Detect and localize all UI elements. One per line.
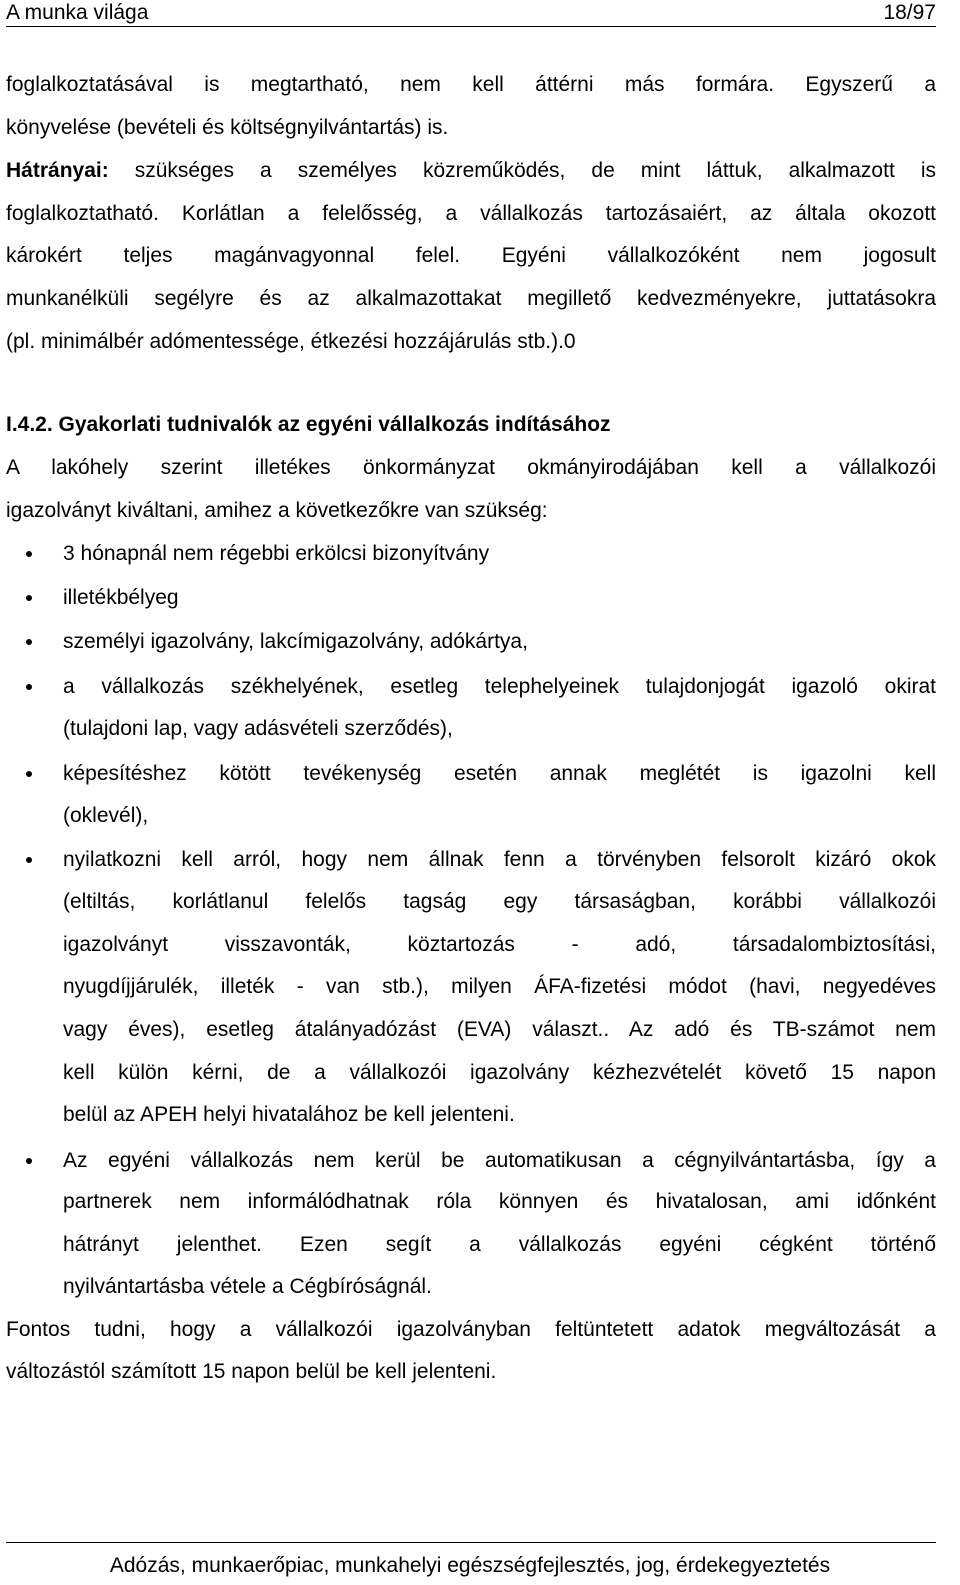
list-item-continuation: (oklevél),	[63, 804, 149, 827]
list-item-continuation: (eltiltás, korlátlanul felelős tagság egy társaságban, korábbi vállalkozói	[63, 890, 936, 913]
list-item: illetékbélyeg	[63, 586, 179, 609]
bullet-dot	[26, 684, 32, 690]
list-item: nyilatkozni kell arról, hogy nem állnak fenn a törvényben felsorolt kizáró okok	[63, 848, 936, 871]
page-footer: Adózás, munkaerőpiac, munkahelyi egészségfejlesztés, jog, érdekegyeztetés	[109, 1554, 831, 1577]
footer-divider	[6, 1542, 936, 1543]
list-item: a vállalkozás székhelyének, esetleg telephelyeinek tulajdonjogát igazoló okirat	[63, 675, 936, 698]
list-item-continuation: igazolványt visszavonták, köztartozás - adó, társadalombiztosítási,	[63, 933, 936, 956]
bullet-dot	[26, 551, 32, 557]
disadvantages-line: károkért teljes magánvagyonnal felel. Egyéni vállalkozóként nem jogosult	[6, 244, 936, 267]
list-item-continuation: nyilvántartásba vétele a Cégbíróságnál.	[63, 1275, 432, 1298]
list-item: 3 hónapnál nem régebbi erkölcsi bizonyítvány	[63, 542, 490, 565]
disadvantages-text: szükséges a személyes közreműködés, de mint láttuk, alkalmazott is	[134, 159, 936, 182]
list-item: Az egyéni vállalkozás nem kerül be automatikusan a cégnyilvántartásba, így a	[63, 1149, 936, 1172]
bullet-dot	[26, 639, 32, 645]
disadvantages-line: munkanélküli segélyre és az alkalmazottakat megillető kedvezményekre, juttatásokra	[6, 287, 936, 310]
closing-line: Fontos tudni, hogy a vállalkozói igazolványban feltüntetett adatok megváltozását a	[6, 1318, 936, 1341]
section-line: igazolványt kiváltani, amihez a következőkre van szükség:	[6, 499, 548, 522]
list-item: képesítéshez kötött tevékenység esetén annak meglétét is igazolni kell	[63, 762, 936, 785]
section-line: A lakóhely szerint illetékes önkormányzat okmányirodájában kell a vállalkozói	[6, 456, 936, 479]
document-title: A munka világa	[6, 1, 149, 24]
list-item: személyi igazolvány, lakcímigazolvány, adókártya,	[63, 630, 528, 653]
list-item-continuation: vagy éves), esetleg átalányadózást (EVA) választ.. Az adó és TB-számot nem	[63, 1018, 936, 1041]
intro-line: könyvelése (bevételi és költségnyilvántartás) is.	[6, 116, 449, 139]
list-item-continuation: hátrányt jelenthet. Ezen segít a vállalkozás egyéni cégként történő	[63, 1233, 936, 1256]
bullet-dot	[26, 771, 32, 777]
disadvantages-line	[6, 156, 936, 186]
bullet-dot	[26, 1158, 32, 1164]
disadvantages-label: Hátrányai:	[6, 159, 109, 182]
list-item-continuation: (tulajdoni lap, vagy adásvételi szerződés),	[63, 717, 453, 740]
list-item-continuation: belül az APEH helyi hivatalához be kell jelenteni.	[63, 1103, 515, 1126]
closing-line: változástól számított 15 napon belül be kell jelenteni.	[6, 1360, 497, 1383]
section-heading: I.4.2. Gyakorlati tudnivalók az egyéni vállalkozás indításához	[6, 413, 611, 436]
page-number: 18/97	[883, 1, 936, 24]
list-item-continuation: nyugdíjjárulék, illeték - van stb.), milyen ÁFA-fizetési módot (havi, negyedéves	[63, 975, 936, 998]
bullet-dot	[26, 595, 32, 601]
page-header	[6, 0, 936, 27]
disadvantages-line: (pl. minimálbér adómentessége, étkezési hozzájárulás stb.).0	[6, 330, 576, 353]
intro-line: foglalkoztatásával is megtartható, nem kell áttérni más formára. Egyszerű a	[6, 73, 936, 96]
list-item-continuation: partnerek nem informálódhatnak róla könnyen és hivatalosan, ami időnként	[63, 1190, 936, 1213]
bullet-dot	[26, 857, 32, 863]
list-item-continuation: kell külön kérni, de a vállalkozói igazolvány kézhezvételét követő 15 napon	[63, 1061, 936, 1084]
disadvantages-line: foglalkoztatható. Korlátlan a felelősség, a vállalkozás tartozásaiért, az általa okozott	[6, 202, 936, 225]
